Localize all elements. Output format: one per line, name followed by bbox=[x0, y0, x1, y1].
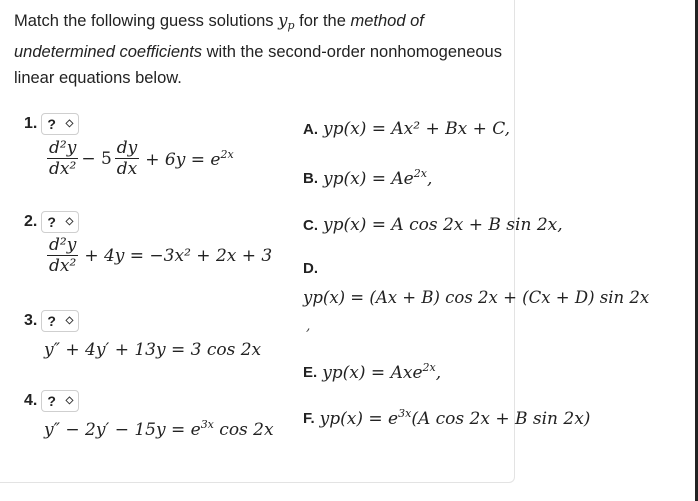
question-2-number: 2. bbox=[24, 213, 38, 230]
yp-symbol: $y_p$ bbox=[278, 11, 295, 32]
intro-text-3: with the second-order nonhomogeneous linear equations below. bbox=[14, 43, 502, 87]
question-2 bbox=[24, 211, 79, 233]
option-a: A. yp(x) = Ax² + Bx + C, bbox=[303, 119, 511, 139]
chevron-updown-icon: ◇ bbox=[65, 118, 74, 129]
question-4 bbox=[24, 390, 79, 412]
chevron-updown-icon: ◇ bbox=[65, 315, 74, 326]
option-d-label: D. bbox=[303, 260, 318, 277]
question-4-select[interactable]: ? ◇ bbox=[41, 390, 79, 412]
equation-4: $y'' - 2y' - 15y = e^{3x}$ cos 2x bbox=[44, 418, 274, 440]
intro-text-1: Match the following guess solutions bbox=[14, 12, 279, 30]
option-f: F. $yp(x) = e^{3x}(A$ cos 2x + B sin 2x) bbox=[303, 407, 591, 429]
chevron-updown-icon: ◇ bbox=[65, 216, 74, 227]
option-b: B. $yp(x) = Ae^{2x}$, bbox=[303, 167, 433, 189]
question-4-number: 4. bbox=[24, 392, 38, 409]
question-3-number: 3. bbox=[24, 312, 38, 329]
intro-text-2: for the bbox=[294, 12, 351, 30]
option-c: C. yp(x) = A cos 2x + B sin 2x, bbox=[303, 215, 563, 235]
equation-1: $\frac{\text{d²y}}{\text{dx²}}$ − 5 $\frac{dy}{dx}$ + $6y = e^{2x}$ bbox=[49, 138, 234, 179]
chevron-updown-icon: ◇ bbox=[65, 395, 74, 406]
question-2-select[interactable]: ? ◇ bbox=[41, 211, 79, 233]
question-3 bbox=[24, 310, 79, 332]
intro-method: method of undetermined coefficients bbox=[14, 12, 424, 61]
option-d: yp(x) = (Ax + B) cos 2x + (Cx + D) sin 2x bbox=[303, 288, 650, 307]
instructions bbox=[14, 8, 504, 91]
question-1 bbox=[24, 113, 79, 135]
question-1-number: 1. bbox=[24, 115, 38, 132]
question-1-select[interactable]: ? ◇ bbox=[41, 113, 79, 135]
option-e: E. yp(x) = Axe$^{2x}$, bbox=[303, 361, 442, 383]
question-3-select[interactable]: ? ◇ bbox=[41, 310, 79, 332]
equation-2: $\frac{\text{d²y}}{\text{dx²}}$ + 4y = −3x² + 2x + 3 bbox=[49, 235, 273, 276]
equation-3: y″ + 4y′ + 13y = 3 cos 2x bbox=[44, 340, 262, 360]
option-d-comma: , bbox=[306, 318, 311, 334]
